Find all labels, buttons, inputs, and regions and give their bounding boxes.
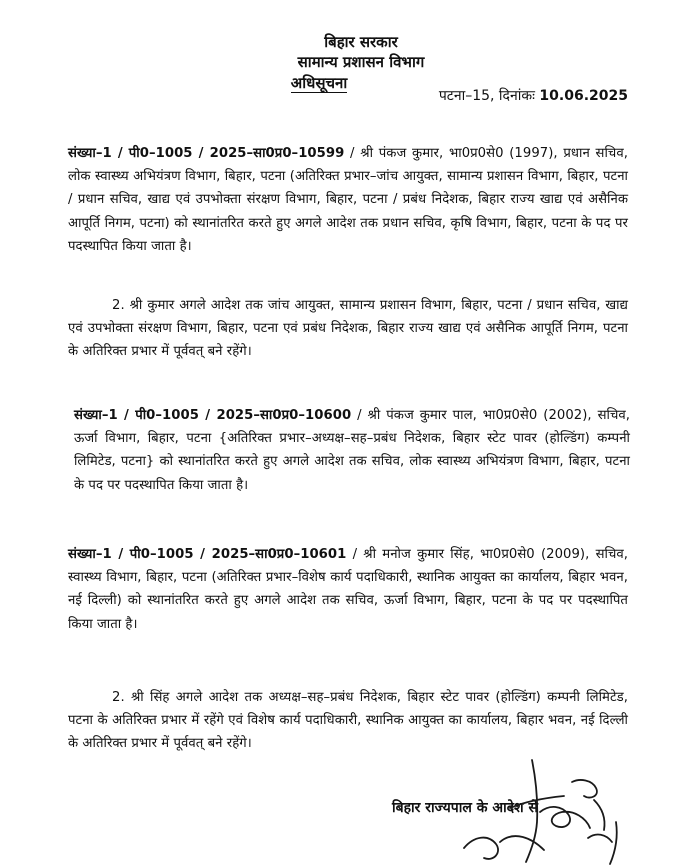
order-text-2: 2. श्री कुमार अगले आदेश तक जांच आयुक्त, सामान्य प्रशासन विभाग, बिहार, पटना / प्रधान सचिव, खाद्य एवं उपभोक्ता संरक्षण विभाग, बिहार, पटना एवं प्रबंध निदेशक, बिहार राज्य खाद्य एवं असैनिक आपूर्ति निगम, पटना के अतिरिक्त प्रभार में पूर्ववत् बने रहेंगे। xyxy=(68,298,628,360)
place-label: पटना–15, दिनांकः xyxy=(438,88,535,104)
authority-line: बिहार राज्यपाल के आदेश से xyxy=(392,800,538,816)
order-reference-3: संख्या–1 / पी0–1005 / 2025–सा0प्र0–10600 xyxy=(74,408,352,423)
order-paragraph-5 xyxy=(68,686,628,756)
government-name: बिहार सरकार xyxy=(324,33,398,51)
place-date xyxy=(439,86,628,105)
handwritten-signature xyxy=(440,752,640,868)
order-text-3: / श्री पंकज कुमार पाल, भा0प्र0से0 (2002), सचिव, ऊर्जा विभाग, बिहार, पटना {अतिरिक्त प्रभार–अध्यक्ष–सह–प्रबंध निदेशक, बिहार स्टेट पावर (होल्डिंग) कम्पनी लिमिटेड, पटना} को स्थानांतरित करते हुए अगले आदेश तक सचिव, लोक स्वास्थ्य अभियंत्रण विभाग, बिहार, पटना के पद पर पदस्थापित किया जाता है। xyxy=(74,408,630,493)
notification-title: अधिसूचना xyxy=(290,74,348,92)
order-reference-4: संख्या–1 / पी0–1005 / 2025–सा0प्र0–10601 xyxy=(68,547,347,562)
order-reference-1: संख्या–1 / पी0–1005 / 2025–सा0प्र0–10599 xyxy=(68,146,345,161)
order-paragraph-4 xyxy=(68,543,628,636)
order-paragraph-3 xyxy=(74,404,630,497)
order-date: 10.06.2025 xyxy=(539,88,628,104)
department-name: सामान्य प्रशासन विभाग xyxy=(297,53,425,71)
order-text-1: / श्री पंकज कुमार, भा0प्र0से0 (1997), प्रधान सचिव, लोक स्वास्थ्य अभियंत्रण विभाग, बिहार, पटना (अतिरिक्त प्रभार–जांच आयुक्त, सामान्य प्रशासन विभाग, बिहार, पटना / प्रधान सचिव, खाद्य एवं उपभोक्ता संरक्षण विभाग, बिहार, पटना / प्रबंध निदेशक, बिहार राज्य खाद्य एवं असैनिक आपूर्ति निगम, पटना) को स्थानांतरित करते हुए अगले आदेश तक प्रधान सचिव, कृषि विभाग, बिहार, पटना के पद पर पदस्थापित किया जाता है। xyxy=(68,146,628,254)
order-paragraph-1 xyxy=(68,142,628,258)
order-text-5: 2. श्री सिंह अगले आदेश तक अध्यक्ष–सह–प्रबंध निदेशक, बिहार स्टेट पावर (होल्डिंग) कम्पनी लिमिटेड, पटना के अतिरिक्त प्रभार में रहेंगे एवं विशेष कार्य पदाधिकारी, स्थानिक आयुक्त का कार्यालय, बिहार भवन, नई दिल्ली के अतिरिक्त प्रभार में पूर्ववत् बने रहेंगे। xyxy=(68,690,628,752)
order-text-4: / श्री मनोज कुमार सिंह, भा0प्र0से0 (2009), सचिव, स्वास्थ्य विभाग, बिहार, पटना (अतिरिक्त प्रभार–विशेष कार्य पदाधिकारी, स्थानिक आयुक्त का कार्यालय, बिहार भवन, नई दिल्ली) को स्थानांतरित करते हुए अगले आदेश तक सचिव, ऊर्जा विभाग, बिहार, पटना के पद पर पदस्थापित किया जाता है। xyxy=(68,547,628,632)
order-paragraph-2 xyxy=(68,294,628,364)
